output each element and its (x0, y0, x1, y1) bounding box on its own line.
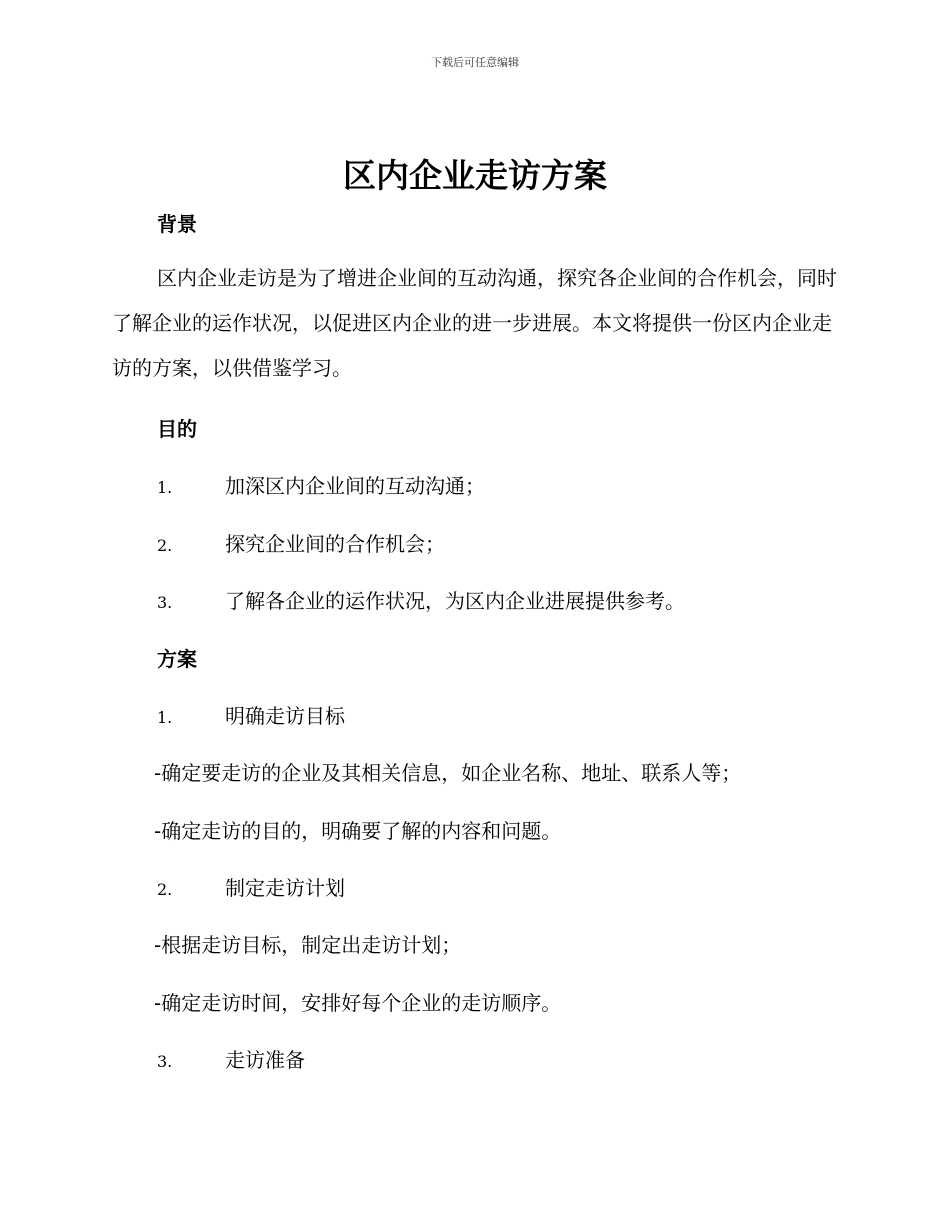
plan-step-detail: -确定要走访的企业及其相关信息，如企业名称、地址、联系人等； (154, 761, 742, 785)
plan-step (157, 872, 345, 901)
section-heading-background: 背景 (157, 212, 197, 236)
purpose-list-item (157, 585, 685, 614)
purpose-list-item (157, 528, 445, 557)
list-text: 走访准备 (225, 1048, 305, 1072)
list-number: 3. (157, 593, 173, 612)
list-number: 1. (157, 708, 173, 727)
list-text: 明确走访目标 (225, 704, 345, 728)
plan-step (157, 1044, 305, 1073)
list-number: 2. (157, 536, 173, 555)
list-number: 1. (157, 478, 173, 497)
plan-step-detail: -根据走访目标，制定出走访计划； (154, 933, 462, 957)
plan-step (157, 700, 345, 729)
purpose-list-item (157, 470, 485, 499)
plan-step-detail: -确定走访的目的，明确要了解的内容和问题。 (154, 819, 562, 843)
section-heading-plan: 方案 (157, 647, 197, 671)
list-text: 了解各企业的运作状况，为区内企业进展提供参考。 (225, 589, 685, 613)
section-heading-purpose: 目的 (157, 417, 197, 441)
list-number: 2. (157, 880, 173, 899)
list-text: 制定走访计划 (225, 876, 345, 900)
list-number: 3. (157, 1052, 173, 1071)
list-text: 探究企业间的合作机会； (225, 532, 445, 556)
document-title: 区内企业走访方案 (343, 156, 607, 195)
background-paragraph: 区内企业走访是为了增进企业间的互动沟通，探究各企业间的合作机会，同时了解企业的运作状况，以促进区内企业的进一步进展。本文将提供一份区内企业走访的方案，以供借鉴学习。 (112, 266, 837, 380)
header-note: 下载后可任意编辑 (431, 56, 519, 69)
list-text: 加深区内企业间的互动沟通； (225, 474, 485, 498)
plan-step-detail: -确定走访时间，安排好每个企业的走访顺序。 (154, 991, 562, 1015)
